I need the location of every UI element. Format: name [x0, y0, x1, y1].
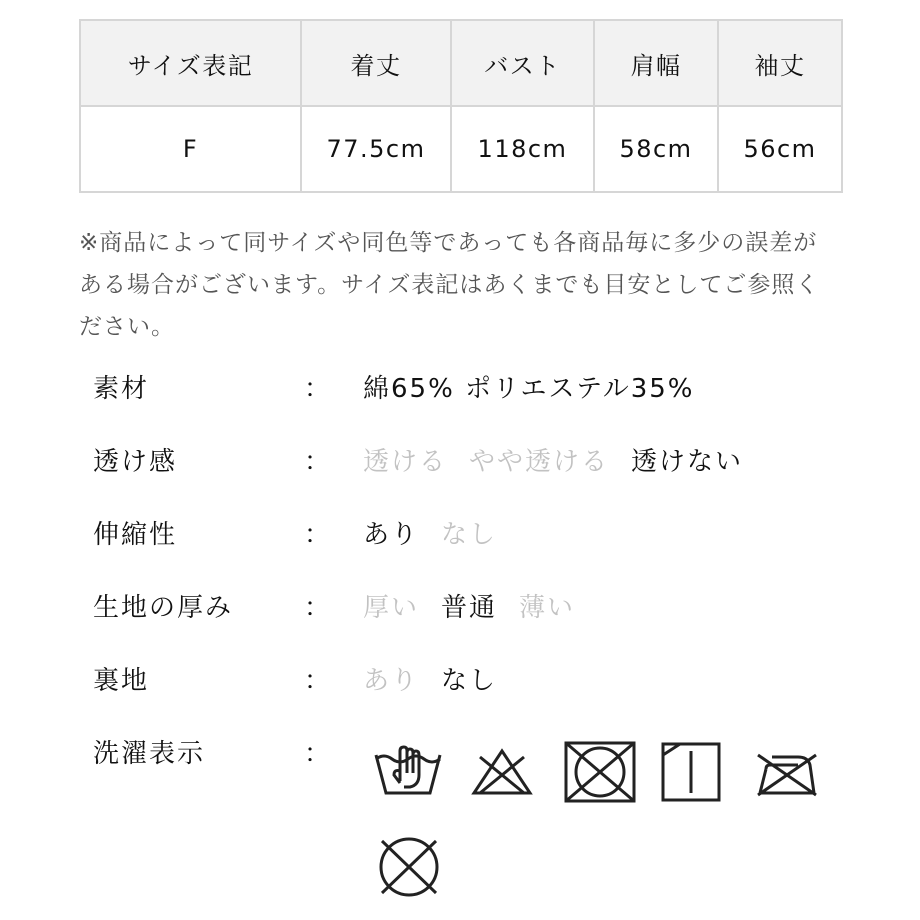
spec-option: 厚い — [363, 593, 420, 623]
table-row — [80, 106, 842, 192]
spec-option: 透けない — [631, 447, 744, 477]
spec-option: なし — [441, 666, 498, 696]
spec-option: 薄い — [519, 593, 576, 623]
cell-shoulder-width: 58cm — [594, 106, 718, 192]
spec-options — [363, 441, 765, 478]
spec-label: 裏地 — [93, 666, 150, 696]
care-icons — [370, 735, 840, 905]
no-bleach-icon — [470, 745, 534, 797]
no-dry-clean-icon — [374, 833, 444, 901]
cell-sleeve-length: 56cm — [718, 106, 842, 192]
header-length: 着丈 — [301, 20, 451, 106]
size-table-header-row — [80, 20, 842, 106]
spec-option: 透ける — [363, 447, 448, 477]
spec-options — [363, 660, 519, 697]
spec-label: 生地の厚み — [93, 593, 234, 623]
spec-value: 綿65% ポリエステル35% — [363, 374, 695, 404]
spec-label: 素材 — [93, 374, 150, 404]
cell-bust: 118cm — [451, 106, 594, 192]
spec-colon: ： — [304, 447, 333, 477]
spec-stretch — [93, 514, 893, 554]
header-bust: バスト — [451, 20, 594, 106]
spec-thickness — [93, 587, 893, 627]
spec-option: なし — [441, 520, 498, 550]
header-sleeve-length: 袖丈 — [718, 20, 842, 106]
spec-sheerness — [93, 441, 893, 481]
cell-size: F — [80, 106, 301, 192]
size-table — [79, 19, 843, 193]
spec-colon: ： — [304, 666, 333, 696]
spec-label: 洗濯表示 — [93, 739, 206, 769]
size-note: ※商品によって同サイズや同色等であっても各商品毎に多少の誤差がある場合がございます。サイズ表記はあくまでも目安としてご参照ください。 — [79, 230, 820, 340]
spec-label: 透け感 — [93, 447, 178, 477]
spec-option: 普通 — [441, 593, 498, 623]
spec-lining — [93, 660, 893, 700]
no-tumble-dry-icon — [562, 739, 638, 805]
spec-options — [363, 587, 597, 624]
spec-colon: ： — [304, 593, 333, 623]
spec-colon: ： — [304, 374, 333, 404]
spec-option: あり — [363, 520, 420, 550]
spec-label: 伸縮性 — [93, 520, 178, 550]
cell-length: 77.5cm — [301, 106, 451, 192]
spec-colon: ： — [304, 520, 333, 550]
spec-material — [93, 368, 893, 408]
spec-option: あり — [363, 666, 420, 696]
hand-wash-icon — [374, 741, 442, 797]
spec-colon: ： — [304, 739, 333, 769]
no-iron-icon — [754, 747, 820, 799]
spec-option: やや透ける — [469, 447, 610, 477]
header-size-label: サイズ表記 — [80, 20, 301, 106]
spec-options — [363, 514, 519, 551]
drip-dry-icon — [660, 741, 722, 803]
header-shoulder-width: 肩幅 — [594, 20, 718, 106]
